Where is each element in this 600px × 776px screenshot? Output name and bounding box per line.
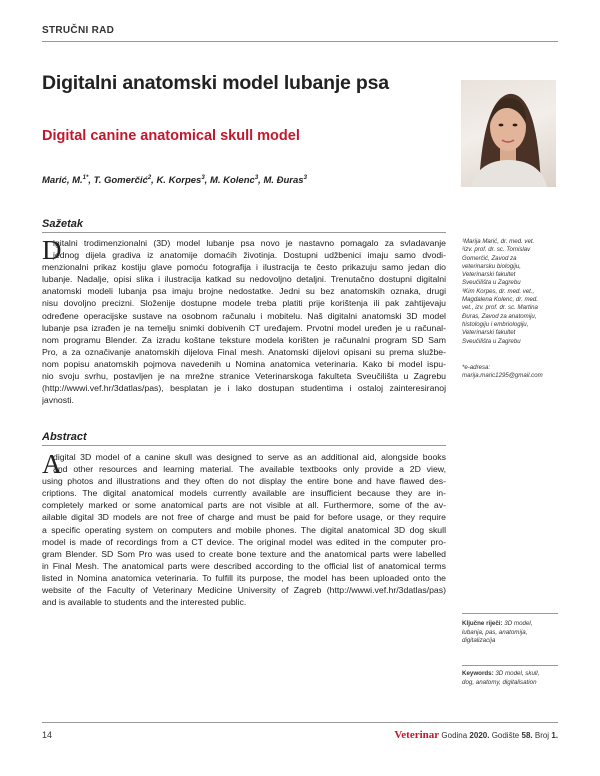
abstract-heading: Abstract <box>42 431 87 443</box>
summary-divider <box>42 232 446 233</box>
keywords-hr-label: Ključne riječi: <box>462 620 503 627</box>
abstract-line: model is made of recordings from a CT device. The original model was edited in the computer pro- <box>42 536 446 547</box>
abstract-line: website of the Faculty of Veterinary Medicine University of Zagreb (http://wwwi.vef.hr/3datlas/pas) <box>42 585 446 596</box>
affiliation-line: histologiju i embriologiju, <box>462 320 529 328</box>
author-affiliation-mark: 3 <box>254 175 259 181</box>
author-name: Marić, M. <box>42 175 83 187</box>
author-name: M. Đuras <box>263 175 304 187</box>
summary-line: nom popisu anatomskih pojmova navedenih u Nomina anatomica veterinaria. Kako bi model ispu- <box>42 358 446 369</box>
author-affiliation-mark: 3 <box>201 175 205 181</box>
affiliation-line: Đuras, Zavod za anatomiju, <box>462 312 537 320</box>
keywords-en-label: Keywords: <box>462 670 494 677</box>
abstract-divider <box>42 445 446 446</box>
volume-value: 58. <box>521 731 533 740</box>
journal-footer <box>394 729 558 741</box>
abstract-line: criptions. The digital anatomical models currently available are insufficient because they are in- <box>42 488 446 499</box>
affiliation-line: vet., izv. prof. dr. sc. Martina <box>462 304 538 312</box>
author-name: K. Korpes <box>156 175 202 187</box>
affiliations <box>462 238 562 346</box>
summary-line: menzionalni prikaz kostiju glave pomoću fotografija i ilustracija te često prikazuju samo jedan dio <box>42 262 446 273</box>
affiliation-line: ¹Marija Marić, dr. med. vet. <box>462 238 535 245</box>
email-label: *e-adresa: <box>462 364 491 371</box>
page-number: 14 <box>42 730 53 740</box>
abstract-line: in Final Mesh. The anatomical parts were described according to the official list of anatomical terms <box>42 560 446 571</box>
abstract-line: using photos and illustrations and they often do not display the entire bone and have flawed des- <box>42 476 446 487</box>
summary-line: lubanje psa izrađen je na temelju snimki dobivenih CT uređajem. Prvotni model uređen je u računal- <box>42 322 446 333</box>
abstract-line: a specific operating system on computers and mobile phones. The digital anatomical 3D dog skull <box>42 524 446 535</box>
affiliation-line: Gomerčić, Zavod za <box>462 254 517 262</box>
abstract-line: digital 3D model of a canine skull was designed to serve as an additional aid, alongside books <box>53 452 446 462</box>
author-photo <box>461 80 556 187</box>
summary-text <box>42 237 446 406</box>
summary-line: nisu dovoljno precizni. Složenije dostupne modele treba platiti prije korištenja ili pak zahtijevaju <box>42 298 446 309</box>
author-name: M. Kolenc <box>209 175 255 187</box>
summary-dropcap: D <box>42 235 62 265</box>
abstract-line: and is available to students and the interested public. <box>42 597 247 608</box>
author-name: T. Gomerčić <box>93 175 148 187</box>
keywords-en-divider <box>462 665 558 666</box>
year-label: Godina <box>441 731 468 740</box>
journal-brand: Veterinar <box>394 729 440 741</box>
author-affiliation-mark: 2 <box>147 175 152 181</box>
volume-label: Godište <box>491 731 520 740</box>
affiliation-line: veterinarsku biologiju, <box>462 262 521 270</box>
abstract-line: and other resources and learning material. The available textbooks only provide a 2D view, <box>53 464 446 475</box>
keywords-hr-line: 3D model, <box>502 620 533 627</box>
summary-line: nom programu Blender. Za izradu koštane teksture modela korišten je računalni program SD Sam <box>42 334 446 345</box>
footer-divider <box>42 722 558 723</box>
abstract-line: ailable digital 3D models are not free of charge and must be paid for before usage, or they require <box>42 512 446 523</box>
issue-label: Broj <box>534 731 550 740</box>
keywords-croatian <box>462 620 562 646</box>
summary-heading: Sažetak <box>42 218 83 230</box>
keywords-english <box>462 670 562 687</box>
abstract-line: listed in Nomina anatomica veterinaria. To fulfill its purpose, the model has been uploaded onto the <box>42 572 446 583</box>
summary-line: lubanje. Nadalje, opisi slika i ilustracija katkad su nedovoljno detaljni. Trenutačno dostupni digitalni <box>42 274 446 285</box>
year-value: 2020. <box>469 731 490 740</box>
abstract-dropcap: A <box>42 449 62 479</box>
summary-line: anatomski modeli lubanja psa imaju brojne nedostatke. Jedni su bez anatomskih oznaka, drugi <box>42 286 446 297</box>
summary-line: nio svoju svrhu, postavljen je na mrežne stranice Veterinarskoga fakulteta Sveučilišta u Zagrebu <box>42 371 446 382</box>
email-address[interactable]: marija.maric1295@gmail.com <box>462 372 543 380</box>
affiliation-line: Sveučilišta u Zagrebu <box>462 337 521 345</box>
keywords-en-line: dog, anatomy, digitalisation <box>462 678 537 686</box>
author-affiliation-mark: 1* <box>82 175 89 181</box>
affiliation-line: ³Kim Korpes, dr. med. vet., <box>462 287 535 295</box>
contact-email <box>462 364 562 381</box>
affiliation-line: ²izv. prof. dr. sc. Tomislav <box>462 246 531 254</box>
top-divider <box>42 41 558 42</box>
keywords-hr-line: digitalizacija <box>462 637 496 645</box>
affiliation-line: Magdalena Kolenc, dr. med. <box>462 296 538 304</box>
article-subtitle: Digital canine anatomical skull model <box>42 128 300 144</box>
summary-line: igitalni trodimenzionalni (3D) model lubanje psa novo je nastavno pomagalo za svladavanje <box>53 238 446 248</box>
summary-line: određene operacijske sustave na osobnom računalu i mobitelu. Naš digitalni anatomski 3D model <box>42 310 446 321</box>
abstract-text <box>42 451 446 608</box>
author-affiliation-mark: 3 <box>303 175 307 181</box>
affiliation-line: Veterinarski fakultet <box>462 329 516 337</box>
keywords-hr-line: lubanja, pas, anatomija, <box>462 628 528 636</box>
abstract-line: gram Blender. SD Som Pro was used to create bone texture and the anatomical parts were labelled <box>42 548 446 559</box>
affiliation-line: Veterinarski fakultet <box>462 271 516 279</box>
abstract-line: completely marked or some anatomical parts are not visible at all. Furthermore, some of the av- <box>42 500 446 511</box>
article-title: Digitalni anatomski model lubanje psa <box>42 72 389 94</box>
author-list: Marić, M.$^{1*}$, T. Gomerčić$^2$, K. Korpes$^3$, M. Kolenc$^3$, M. Đuras$^3$ <box>42 175 307 187</box>
section-tag: STRUČNI RAD <box>42 25 115 36</box>
summary-line: javnosti. <box>42 395 74 406</box>
summary-line: jednog dijela gradiva iz anatomije domaćih životinja. Dostupni udžbenici imaju samo dvodi- <box>53 250 446 261</box>
affiliation-line: Sveučilišta u Zagrebu <box>462 279 521 287</box>
summary-line: Pro, a za označivanje anatomskih dijelova Final mesh. Anatomski dijelovi opisani su prema službe- <box>42 346 446 357</box>
keywords-en-line: 3D model, skull, <box>493 670 540 677</box>
summary-line: (http://wwwi.vef.hr/3datlas/pas), besplatan je i lako dostupan studentima i ostaloj zainteresiranoj <box>42 383 446 394</box>
keywords-hr-divider <box>462 613 558 614</box>
issue-value: 1. <box>551 731 558 740</box>
